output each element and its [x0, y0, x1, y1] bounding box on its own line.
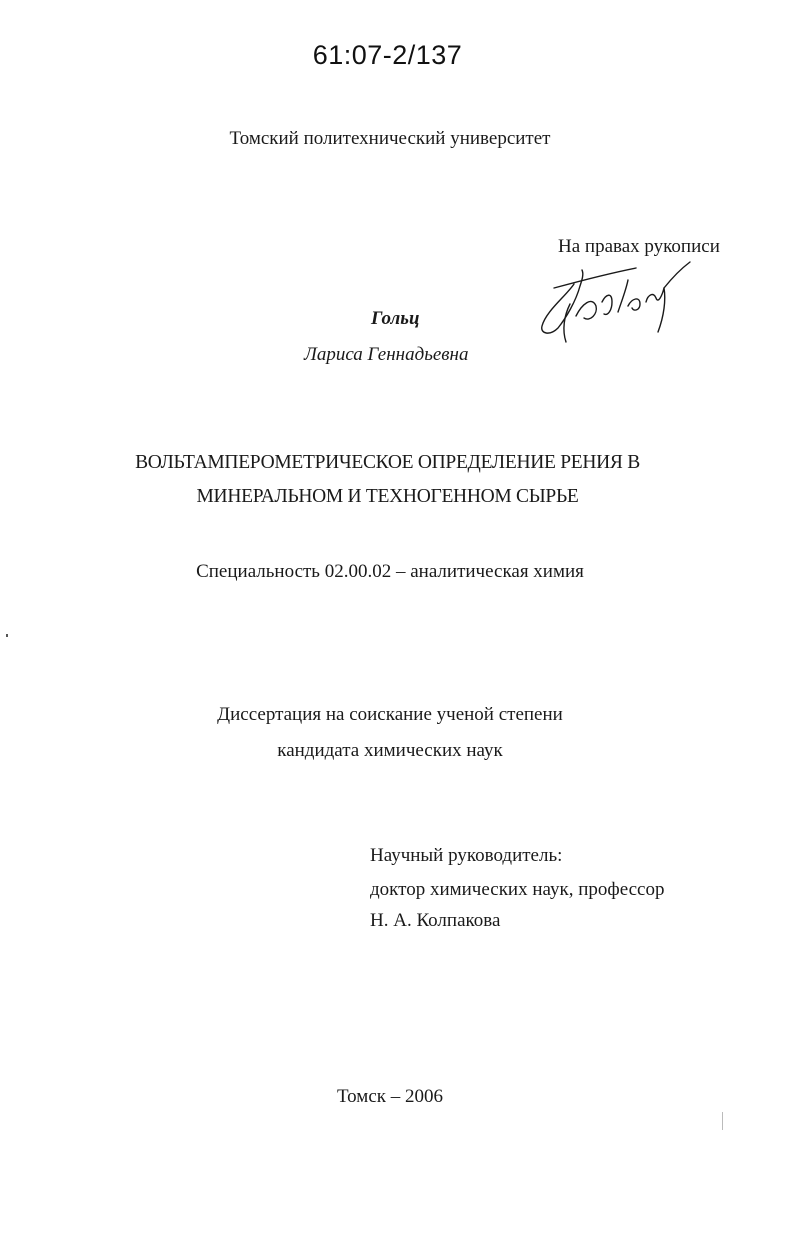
thesis-title-line-1: ВОЛЬТАМПЕРОМЕТРИЧЕСКОЕ ОПРЕДЕЛЕНИЕ РЕНИЯ В — [135, 452, 640, 473]
supervisor-name: Н. А. Колпакова — [370, 910, 501, 931]
scan-speck — [6, 634, 8, 637]
author-surname: Гольц — [371, 308, 420, 329]
manuscript-rights-note: На правах рукописи — [558, 236, 720, 257]
thesis-title-line-2: МИНЕРАЛЬНОМ И ТЕХНОГЕННОМ СЫРЬЕ — [196, 486, 579, 507]
scan-artifact-line — [722, 1112, 723, 1130]
handwritten-signature — [536, 256, 696, 346]
city-year: Томск – 2006 — [336, 1086, 443, 1107]
dissertation-purpose-line-2: кандидата химических наук — [277, 740, 503, 761]
supervisor-label: Научный руководитель: — [370, 845, 563, 866]
dissertation-purpose-line-1: Диссертация на соискание ученой степени — [217, 704, 563, 725]
supervisor-degree: доктор химических наук, профессор — [370, 879, 665, 900]
author-first-patronymic: Лариса Геннадьевна — [304, 344, 469, 365]
specialty-line: Специальность 02.00.02 – аналитическая химия — [196, 561, 584, 582]
catalog-stamp: 61:07-2/137 — [312, 40, 463, 70]
university-name: Томский политехнический университет — [229, 128, 551, 149]
